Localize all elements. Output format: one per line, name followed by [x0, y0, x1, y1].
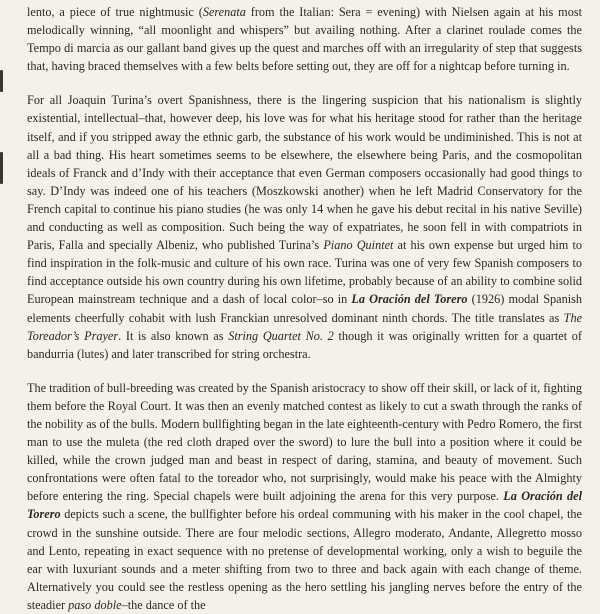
italic-title: Piano Quintet: [323, 238, 394, 253]
italic-title: String Quartet No. 2: [228, 328, 334, 343]
italic-title: Serenata: [202, 5, 246, 19]
body-text: depicts such a scene, the bullfighter before his ordeal communing with his maker in the cool chapel, the crowd in the sunshine outside. There are four melodic sections, Allegro moderato, Andante, Allegretto mosso and Lento, repeating in exact sequence with no pretense of developmental working, only a wish to beguile the ear with luxuriant sounds and a meter shifting from two to three and back again with each change of theme. Alternatively you could see the restless opening as the hero settling his jangling nerves before the entry of the steadier: [27, 507, 582, 612]
body-text: at his own expense but urged him to find inspiration in the folk-music and culture of his own race. Turina was one of very few Spanish composers to find acceptance outside his own country during his own lifetime, probably because of an ability to combine solid European mainstream technique and a dash of local color–so in: [27, 238, 582, 307]
paragraph-nielsen-serenata: [27, 3, 582, 75]
work-title: La Oración del Torero: [351, 292, 468, 307]
body-text: lento, a piece of true nightmusic (: [27, 5, 203, 19]
page-edge-mark: [0, 152, 3, 184]
body-text: The tradition of bull-breeding was created by the Spanish aristocracy to show off their skill, or lack of it, fighting them before the Royal Court. It was then an evenly matched contest as likely to cut a swath through the ranks of the nobility as of the bulls. Modern bullfighting began in the late eighteenth-century with Pedro Romero, the first man to use the muleta (the red cloth draped over the sword) to lure the bull into a position where it could be killed, while the crown judged man and beast in respect of daring, stamina, and beauty of movement. Such confrontations were often fatal to the toreador who, not surprisingly, would make his peace with the Almighty before entering the ring. Special chapels were built adjoining the arena for this very purpose.: [27, 380, 582, 504]
body-text: –the dance of the: [121, 597, 206, 612]
page-edge-mark: [0, 70, 3, 92]
body-text: from the Italian: Sera = evening) with Nielsen again at his most melodically winning, “all moonlight and whispers” but availing nothing. After a clarinet roulade comes the Tempo di marcia as our gallant band gives up the quest and marches off with an irregularity of step that suggests that, having braced themselves with a few belts before setting out, they are off for a nightcap before turning in.: [27, 5, 582, 74]
work-title: La Oración del Torero: [27, 489, 582, 522]
italic-title: The Toreador’s Prayer: [27, 310, 582, 343]
body-text: . It is also known as: [118, 328, 229, 343]
liner-notes-page: [27, 3, 582, 614]
paragraph-turina-biography: [27, 91, 582, 362]
body-text: though it was originally written for a quartet of bandurria (lutes) and later transcribed for string orchestra.: [27, 328, 583, 361]
italic-title: paso doble: [68, 597, 122, 612]
body-text: (1926) modal Spanish elements cheerfully cohabit with lush Franckian unresolved dominant ninth chords. The title translates as: [27, 292, 582, 325]
body-text: For all Joaquin Turina’s overt Spanishness, there is the lingering suspicion that his nationalism is slightly existential, intellectual–that, however deep, his love was for what his heritage stood for rather than the heritage itself, and if you stripped away the ethnic garb, the substance of his work would be undiminished. This is not at all a bad thing. His heart sometimes seems to be elsewhere, the elsewhere being Paris, and the cosmopolitan ideals of Franck and d’Indy with their acceptance that even German composers occasionally had good things to say. D’Indy was indeed one of his teachers (Moszkowski another) when he left Madrid Conservatory for the French capital to continue his piano studies (he was only 14 when he gave his debut recital in his native Seville) and conducting as well as composition. Such being the way of expatriates, he soon fell in with compatriots in Paris, Falla and specially Albeniz, who published Turina’s: [27, 93, 582, 253]
paragraph-bullfighting-history: [27, 379, 582, 614]
